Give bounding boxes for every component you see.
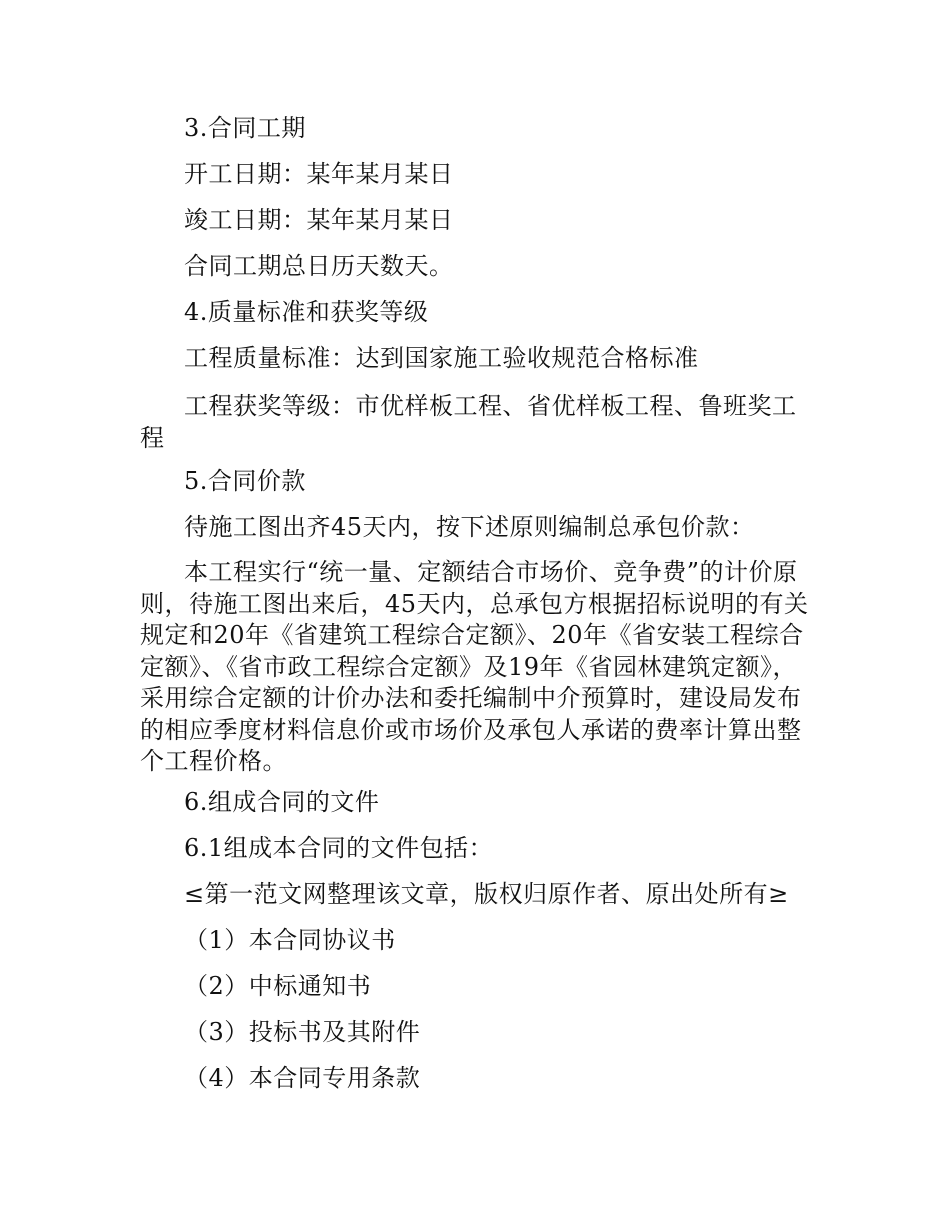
pricing-intro-line: 待施工图出齐45天内，按下述原则编制总承包价款： bbox=[184, 513, 755, 541]
section-3-heading: 3.合同工期 bbox=[184, 114, 306, 142]
copyright-notice: ≤第一范文网整理该文章，版权归原作者、原出处所有≥ bbox=[184, 880, 789, 908]
document-list-item-3: （3）投标书及其附件 bbox=[184, 1018, 421, 1046]
start-date-line: 开工日期：某年某月某日 bbox=[184, 160, 454, 188]
quality-standard-line: 工程质量标准：达到国家施工验收规范合格标准 bbox=[184, 344, 699, 372]
section-6-1-line: 6.1组成本合同的文件包括： bbox=[184, 834, 494, 862]
document-list-item-1: （1）本合同协议书 bbox=[184, 926, 396, 954]
document-list-item-2: （2）中标通知书 bbox=[184, 972, 372, 1000]
document-list-item-4: （4）本合同专用条款 bbox=[184, 1064, 421, 1092]
section-4-heading: 4.质量标准和获奖等级 bbox=[184, 298, 429, 326]
section-6-heading: 6.组成合同的文件 bbox=[184, 788, 380, 816]
award-level-paragraph: 工程获奖等级：市优样板工程、省优样板工程、鲁班奖工程 bbox=[140, 392, 797, 452]
pricing-principle-paragraph: 本工程实行“统一量、定额结合市场价、竞争费”的计价原则，待施工图出来后，45天内，总承包方根据招标说明的有关规定和20年《省建筑工程综合定额》、20年《省安装工程综合定额》、《省市政工程综合定额》及19年《省园林建筑定额》，采用综合定额的计价办法和委托编制中介预算时，建设局发布的相应季度材料信息价或市场价及承包人承诺的费率计算出整个工程价格。 bbox=[140, 558, 809, 775]
total-duration-line: 合同工期总日历天数天。 bbox=[184, 252, 454, 280]
completion-date-line: 竣工日期：某年某月某日 bbox=[184, 206, 454, 234]
section-5-heading: 5.合同价款 bbox=[184, 467, 306, 495]
